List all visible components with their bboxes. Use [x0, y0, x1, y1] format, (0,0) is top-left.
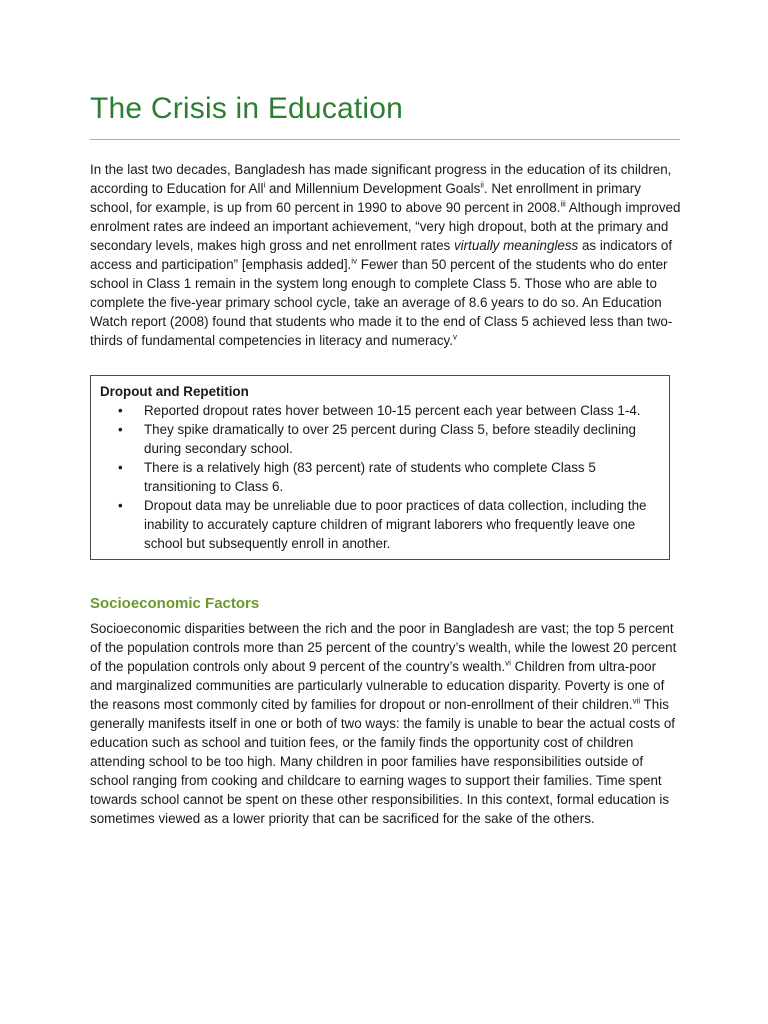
intro-paragraph	[90, 160, 682, 350]
socioeconomic-paragraph	[90, 619, 682, 828]
list-item	[100, 496, 659, 553]
section-text-2: Children from ultra-poor and marginalized communities are particularly vulnerable to education disparity. Poverty is one of the reasons most commonly cited by families for dropout or non-enrollment of their children.	[90, 659, 665, 712]
intro-text-5: as indicators of access and participation” [emphasis added].	[90, 238, 673, 272]
footnote-ref-vii: vii	[632, 696, 641, 706]
bullet-icon: •	[118, 460, 123, 475]
intro-text-3: . Net enrollment in primary school, for example, is up from 60 percent in 1990 to above 90 percent in 2008.	[90, 181, 641, 215]
footnote-ref-v: v	[452, 332, 457, 342]
intro-emphasis: virtually meaningless	[453, 238, 579, 253]
intro-text-6: Fewer than 50 percent of the students who do enter school in Class 1 remain in the system long enough to complete Class 5. Those who are able to complete the five-year primary school cycle, take an average of 8.6 years to do so. An Education Watch report (2008) found that students who made it to the end of Class 5 achieved less than two-thirds of fundamental competencies in literacy and numeracy.	[90, 257, 673, 348]
section-text-3: This generally manifests itself in one or both of two ways: the family is unable to bear the actual costs of education such as school and tuition fees, or the family finds the opportunity cost of children attending school to be too high. Many children in poor families have responsibilities outside of school ranging from cooking and childcare to earning wages to support their families. Time spent towards school cannot be spent on these other responsibilities. In this context, formal education is sometimes viewed as a lower priority that can be sacrificed for the sake of the others.	[90, 697, 676, 826]
title-divider	[90, 139, 680, 140]
list-item	[100, 420, 659, 458]
list-item-text: Dropout data may be unreliable due to poor practices of data collection, including the inability to accurately capture children of migrant laborers who frequently leave one school but subsequently enroll in another.	[144, 498, 647, 551]
bullet-icon: •	[118, 403, 123, 418]
bullet-icon: •	[118, 498, 123, 513]
footnote-ref-iii: iii	[560, 199, 566, 209]
intro-text-2: and Millennium Development Goals	[265, 181, 481, 196]
bullet-icon: •	[118, 422, 123, 437]
intro-text-1: In the last two decades, Bangladesh has made significant progress in the education of its children, according to Education for All	[90, 162, 672, 196]
intro-text-4: Although improved enrolment rates are indeed an important achievement, “very high dropout, both at the primary and secondary levels, makes high gross and net enrollment rates	[90, 200, 681, 253]
list-item-text: They spike dramatically to over 25 percent during Class 5, before steadily declining during secondary school.	[144, 422, 636, 456]
list-item-text: There is a relatively high (83 percent) rate of students who complete Class 5 transitioning to Class 6.	[144, 460, 596, 494]
dropout-callout-box	[90, 375, 670, 560]
page-title: The Crisis in Education	[90, 92, 404, 125]
footnote-ref-vi: vi	[505, 658, 511, 668]
footnote-ref-ii: ii	[480, 180, 484, 190]
section-text-1: Socioeconomic disparities between the rich and the poor in Bangladesh are vast; the top 5 percent of the population controls more than 25 percent of the country’s wealth, while the lowest 20 percent of the population controls only about 9 percent of the country’s wealth.	[90, 621, 677, 674]
list-item	[100, 401, 659, 420]
callout-title: Dropout and Repetition	[100, 384, 249, 399]
footnote-ref-iv: iv	[351, 256, 358, 266]
section-heading: Socioeconomic Factors	[90, 595, 260, 612]
list-item	[100, 458, 659, 496]
footnote-ref-i: i	[263, 180, 266, 190]
list-item-text: Reported dropout rates hover between 10-15 percent each year between Class 1-4.	[144, 403, 641, 418]
callout-list	[100, 401, 659, 553]
